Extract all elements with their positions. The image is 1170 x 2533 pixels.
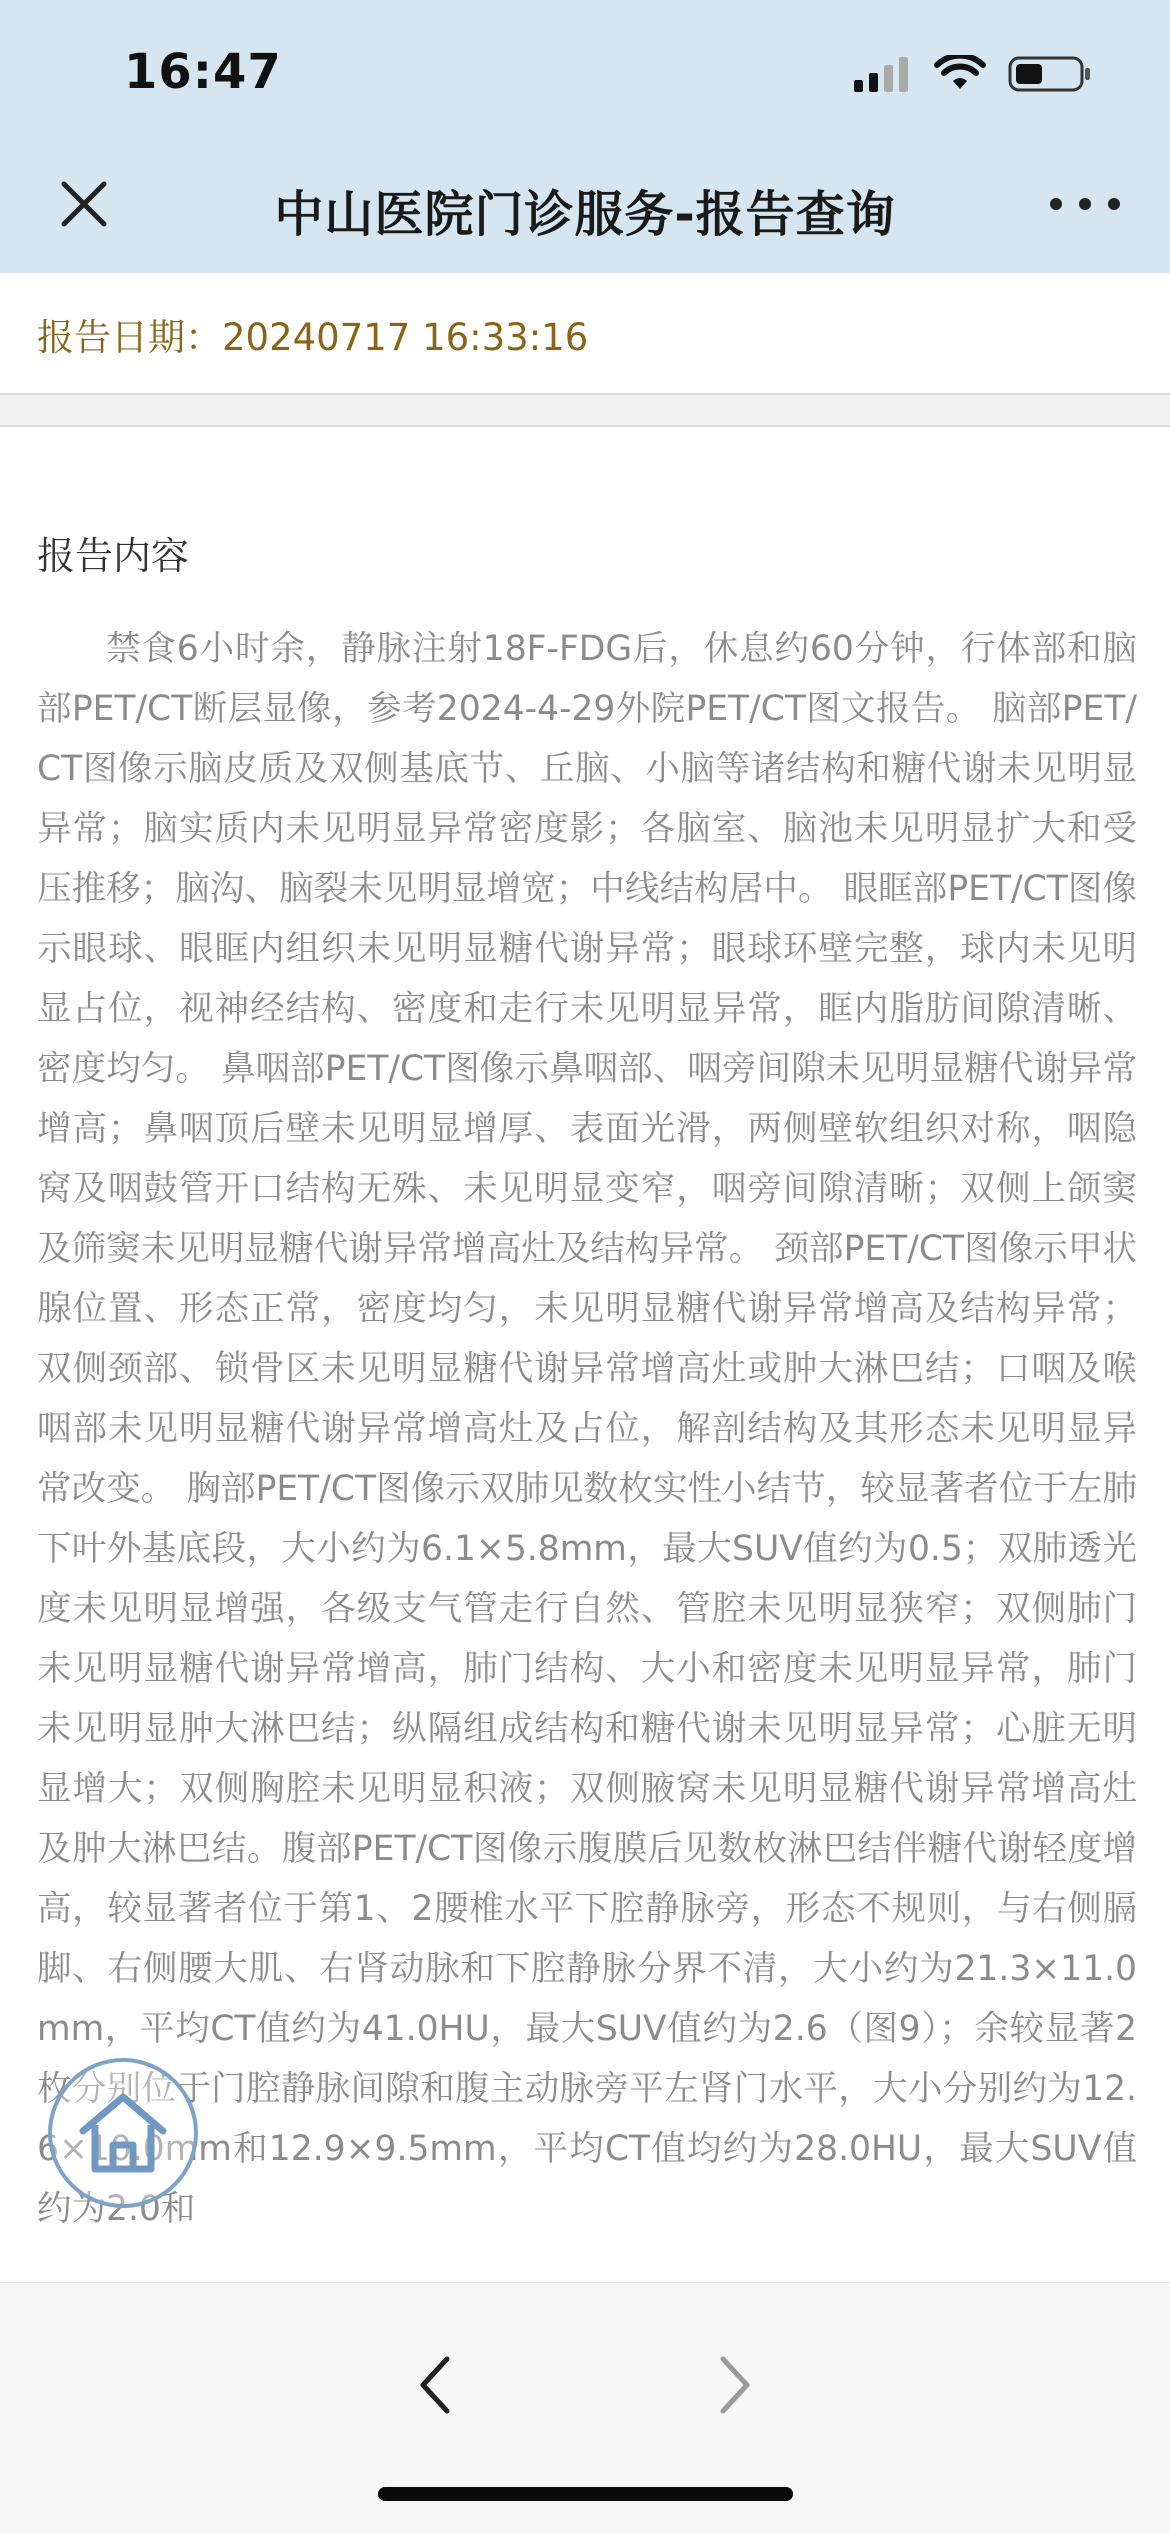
- section-title: 报告内容: [37, 534, 190, 578]
- report-date-label: 报告日期：: [37, 316, 222, 359]
- chevron-right-icon: [717, 2355, 753, 2415]
- status-time: 16:47: [124, 44, 282, 100]
- report-content[interactable]: [0, 427, 1170, 2282]
- top-header: [0, 0, 1170, 273]
- home-indicator[interactable]: [378, 2487, 793, 2501]
- battery-icon: [1008, 54, 1092, 98]
- wifi-icon: [934, 55, 986, 97]
- home-icon: [77, 2091, 169, 2175]
- more-button[interactable]: [1050, 184, 1120, 224]
- status-icons: [854, 54, 1092, 98]
- forward-button[interactable]: [705, 2345, 765, 2425]
- report-date: [37, 307, 588, 361]
- report-date-value: 20240717 16:33:16: [222, 316, 589, 359]
- back-button[interactable]: [405, 2345, 465, 2425]
- home-button[interactable]: [48, 2058, 198, 2208]
- bottom-nav-bar: [0, 2282, 1170, 2533]
- chevron-left-icon: [417, 2355, 453, 2415]
- signal-icon: [854, 56, 912, 96]
- more-icon-dot: [1108, 198, 1120, 210]
- divider: [0, 395, 1170, 427]
- more-icon-dot: [1050, 198, 1062, 210]
- report-date-row: [0, 273, 1170, 395]
- report-body-text: 禁食6小时余，静脉注射18F-FDG后，休息约60分钟，行体部和脑部PET/CT断层显像，参考2024-4-29外院PET/CT图文报告。 脑部PET/CT图像示脑皮质及双侧基底节、丘脑、小脑等诸结构和糖代谢未见明显异常；脑实质内未见明显异常密度影；各脑室、脑池未见明显扩大和受压推移；脑沟、脑裂未见明显增宽；中线结构居中。 眼眶部PET/CT图像示眼球、眼眶内组织未见明显糖代谢异常；眼球环壁完整，球内未见明显占位，视神经结构、密度和走行未见明显异常，眶内脂肪间隙清晰、密度均匀。 鼻咽部PET/CT图像示鼻咽部、咽旁间隙未见明显糖代谢异常增高；鼻咽顶后壁未见明显增厚、表面光滑，两侧壁软组织对称，咽隐窝及咽鼓管开口结构无殊、未见明显变窄，咽旁间隙清晰；双侧上颌窦及筛窦未见明显糖代谢异常增高灶及结构异常。 颈部PET/CT图像示甲状腺位置、形态正常，密度均匀，未见明显糖代谢异常增高及结构异常；双侧颈部、锁骨区未见明显糖代谢异常增高灶或肿大淋巴结；口咽及喉咽部未见明显糖代谢异常增高灶及占位，解剖结构及其形态未见明显异常改变。 胸部PET/CT图像示双肺见数枚实性小结节，较显著者位于左肺下叶外基底段，大小约为6.1×5.8mm，最大SUV值约为0.5；双肺透光度未见明显增强，各级支气管走行自然、管腔未见明显狭窄；双侧肺门未见明显糖代谢异常增高，肺门结构、大小和密度未见明显异常，肺门未见明显肿大淋巴结；纵隔组成结构和糖代谢未见明显异常；心脏无明显增大；双侧胸腔未见明显积液；双侧腋窝未见明显糖代谢异常增高灶及肿大淋巴结。腹部PET/CT图像示腹膜后见数枚淋巴结伴糖代谢轻度增高，较显著者位于第1、2腰椎水平下腔静脉旁，形态不规则，与右侧膈脚、右侧腰大肌、右肾动脉和下腔静脉分界不清，大小约为21.3×11.0mm，平均CT值约为41.0HU，最大SUV值约为2.6（图9）；余较显著2枚分别位于门腔静脉间隙和腹主动脉旁平左肾门水平，大小分别约为12.6×10.0mm和12.9×9.5mm，平均CT值均约为28.0HU，最大SUV值约为2.0和: [37, 629, 1137, 2229]
- page-title: 中山医院门诊服务-报告查询: [274, 186, 896, 243]
- more-icon-dot: [1079, 198, 1091, 210]
